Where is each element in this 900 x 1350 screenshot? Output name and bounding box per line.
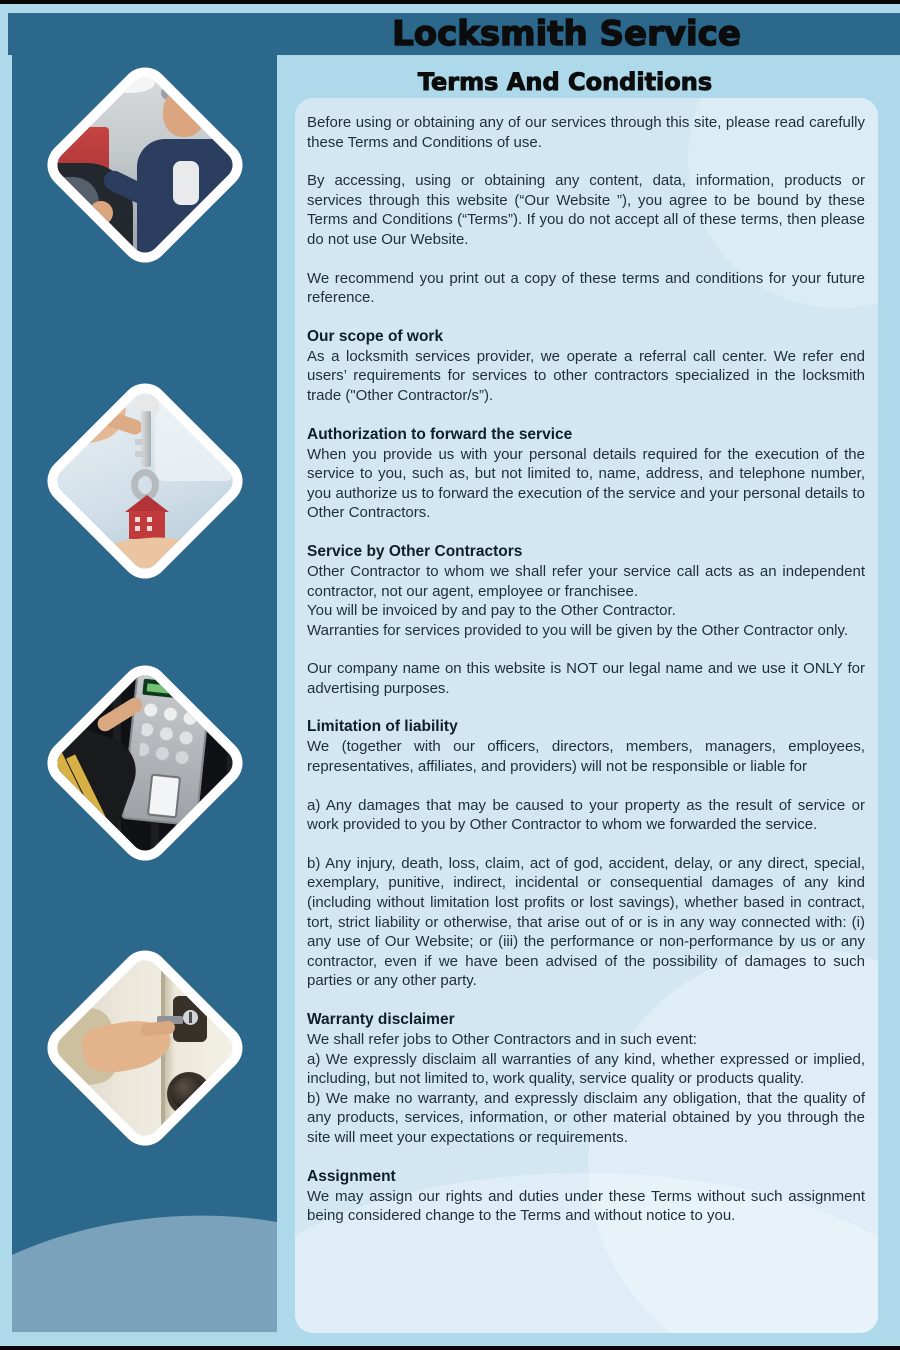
terms-paragraph: When you provide us with your personal details required for the execution of the service to you, such as, but not limited to, name, address, and telephone number, you authorize us to forward the execution of the service and your personal details to Other Contractors. [307,445,865,522]
terms-paragraph: b) We make no warranty, and expressly disclaim any obligation, that the quality of any products, services, information, or other material obtained by you through the site will meet your expectations or requirements. [307,1089,865,1146]
garage-scene [52,72,239,259]
photo-clip [52,955,239,1142]
key-handover-scene [52,388,239,575]
keypad-scene [52,670,239,857]
paragraph-gap [307,250,865,269]
paragraph-gap [307,523,865,542]
paragraph-gap [307,308,865,327]
terms-paragraph: Other Contractor to whom we shall refer your service call acts as an independent contractor, not our agent, employee or franchisee. [307,562,865,600]
car-key [97,223,104,249]
door-edge [161,955,238,1142]
terms-paragraph: Before using or obtaining any of our services through this site, please read carefully these Terms and Conditions of use. [307,114,865,151]
key-tooth [135,439,143,445]
section-heading: Limitation of liability [307,718,458,736]
house-keychain-roof [125,495,169,512]
paragraph-gap [307,991,865,1010]
terms-paragraph: a) Any damages that may be caused to your property as the result of service or work provided to you by Other Contractor to whom we forwarded the service. [307,796,865,834]
terms-paragraph: You will be invoiced by and pay to the Other Contractor. [307,602,676,620]
keypad-buttons [138,702,199,773]
paragraph-gap [307,835,865,854]
section-heading: Assignment [307,1167,396,1185]
paragraph-gap [307,1148,865,1167]
subtitle-row [230,66,900,98]
door-knob [172,1077,206,1111]
finger-pressing-door-keypad-photo [33,651,257,875]
diamond-frame [38,374,253,589]
section-heading: Our scope of work [307,327,444,345]
terms-paragraph: Warranties for services provided to you will be given by the Other Contractor only. [307,621,849,639]
terms-paragraph: We (together with our officers, directors, members, managers, employees, representatives, affiliates, and providers) will not be responsible or liable for [307,738,865,776]
paragraph-gap [307,406,865,425]
terms-paragraph: Our company name on this website is NOT our legal name and we use it ONLY for advertising purposes. [307,660,865,697]
key-tooth [135,451,145,457]
terms-paragraph: By accessing, using or obtaining any content, data, information, products or services through this website (“Our Website ”), you agree to be bound by these Terms and Conditions (“Terms”). If you do not accept all of these terms, then please do not use Our Website. [307,172,865,248]
diamond-frame [38,656,253,871]
diamond-frame [38,941,253,1156]
top-edge-bar [0,0,900,4]
hand-unlocking-door-lock-photo [33,936,257,1160]
terms-paragraph: We may assign our rights and duties under these Terms without such assignment being considered change to the Terms and without notice to you. [307,1187,865,1225]
photo-clip [52,388,239,575]
key-with-red-house-keychain-photo [33,369,257,593]
locksmith-holding-car-keys-photo [33,53,257,277]
terms-paragraph: a) We expressly disclaim all warranties of any kind, whether expressed or implied, including, but not limited to, work quality, service quality or products quality. [307,1050,865,1088]
ceiling-light [103,73,155,93]
terms-paragraph: We recommend you print out a copy of these terms and conditions for your future reference. [307,269,865,307]
terms-panel [295,98,878,1333]
page-subtitle: Terms And Conditions [417,68,713,96]
page-title: Locksmith Service [392,14,741,54]
diamond-frame [38,58,253,273]
paragraph-gap [307,777,865,796]
key-ring [93,217,107,231]
terms-paragraph: b) Any injury, death, loss, claim, act of god, accident, delay, or any direct, special, exemplary, punitive, indirect, incidental or consequential damages of any kind (including without limitation lost profits or lost savings), whether based in contract, tort, strict liability or otherwise, that arise out of or is in any way connected with: (i) any use of Our Website; or (iii) the performance or non-performance by us or any contractor, even if we have been advised of the possibility of damages to such parties or any other party. [307,854,865,990]
photo-clip [52,72,239,259]
locksmith-head [163,89,205,137]
locksmith-hand [89,201,113,225]
white-tshirt [173,161,199,205]
terms-content [295,98,878,1226]
title-band [8,13,900,55]
keyhole-slot [189,1012,192,1023]
section-heading: Authorization to forward the service [307,425,573,443]
section-heading: Service by Other Contractors [307,542,523,560]
sidebar-wave-decoration [12,1185,277,1332]
paragraph-gap [307,152,865,171]
paragraph-gap [307,698,865,717]
paragraph-gap [307,640,865,659]
door-unlock-scene [52,955,239,1142]
section-heading: Warranty disclaimer [307,1011,455,1028]
bottom-edge-bar [0,1346,900,1350]
terms-paragraph: We shall refer jobs to Other Contractors and in such event: [307,1031,697,1048]
photo-clip [52,670,239,857]
house-keychain-windows [135,517,159,531]
terms-paragraph: As a locksmith services provider, we operate a referral call center. We refer end users’ requirements for services to other contractors specialized in the locksmith trade ("Other Contractor/s”). [307,347,865,404]
blurred-window [155,391,235,481]
receiving-thumb [173,522,218,559]
keypad-card-slot [147,774,181,819]
